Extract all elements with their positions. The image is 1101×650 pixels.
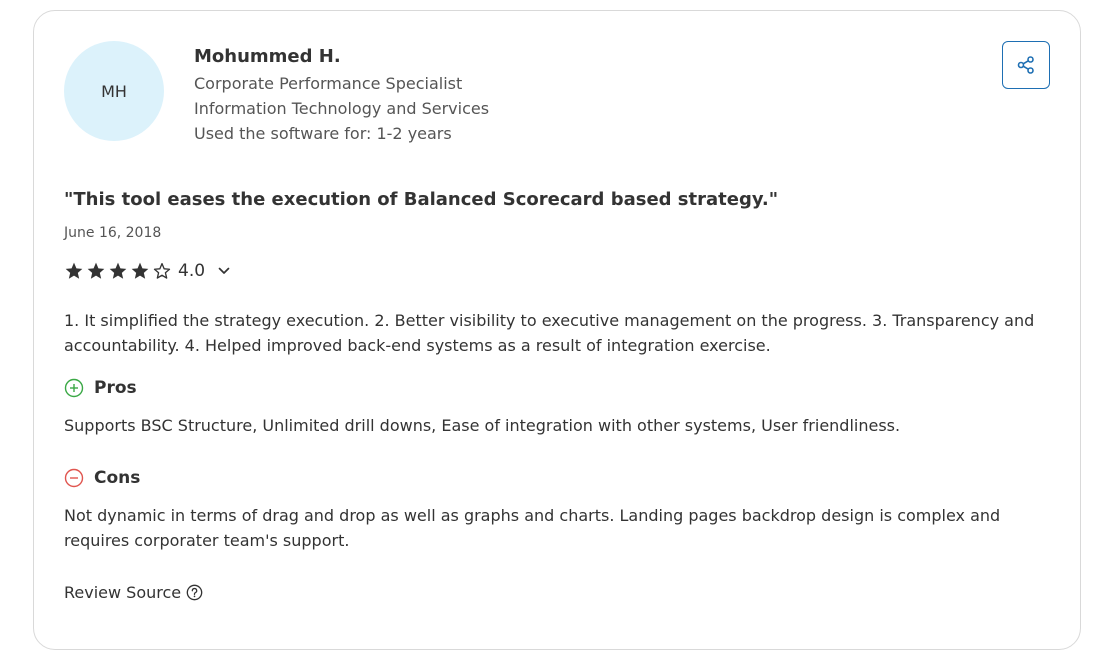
star-filled-icon [130,261,150,281]
question-circle-icon[interactable] [186,584,203,601]
reviewer-job-title: Corporate Performance Specialist [194,74,463,93]
share-icon [1016,55,1036,75]
plus-circle-icon [64,378,84,398]
review-title: "This tool eases the execution of Balanced Scorecard based strategy." [64,189,779,210]
review-date: June 16, 2018 [64,225,162,241]
chevron-down-icon[interactable] [217,264,231,278]
review-summary: 1. It simplified the strategy execution. 2. Better visibility to executive management on the progress. 3. Transparency and accountability. 4. Helped improved back-end systems as a result of integration exercise. [64,311,1035,355]
pros-heading [64,378,137,398]
review-card [33,10,1081,650]
star-filled-icon [86,261,106,281]
cons-text: Not dynamic in terms of drag and drop as well as graphs and charts. Landing pages backdrop design is complex and requires corporater team's support. [64,506,1001,550]
star-outline-icon [152,261,172,281]
reviewer-usage: Used the software for: 1-2 years [194,124,452,143]
star-filled-icon [108,261,128,281]
reviewer-industry: Information Technology and Services [194,99,490,118]
share-button[interactable] [1002,41,1050,89]
pros-text: Supports BSC Structure, Unlimited drill downs, Ease of integration with other systems, User friendliness. [64,416,901,435]
minus-circle-icon [64,468,84,488]
cons-label: Cons [94,468,141,488]
review-source-label: Review Source [64,583,182,602]
avatar-initials: MH [101,81,127,101]
cons-heading [64,468,140,488]
pros-label: Pros [94,378,137,398]
reviewer-name: Mohummed H. [194,46,341,67]
reviewer-info [194,45,489,146]
review-source [64,583,203,602]
avatar [64,41,164,141]
rating [64,260,231,282]
rating-value: 4.0 [178,261,206,281]
star-filled-icon [64,261,84,281]
